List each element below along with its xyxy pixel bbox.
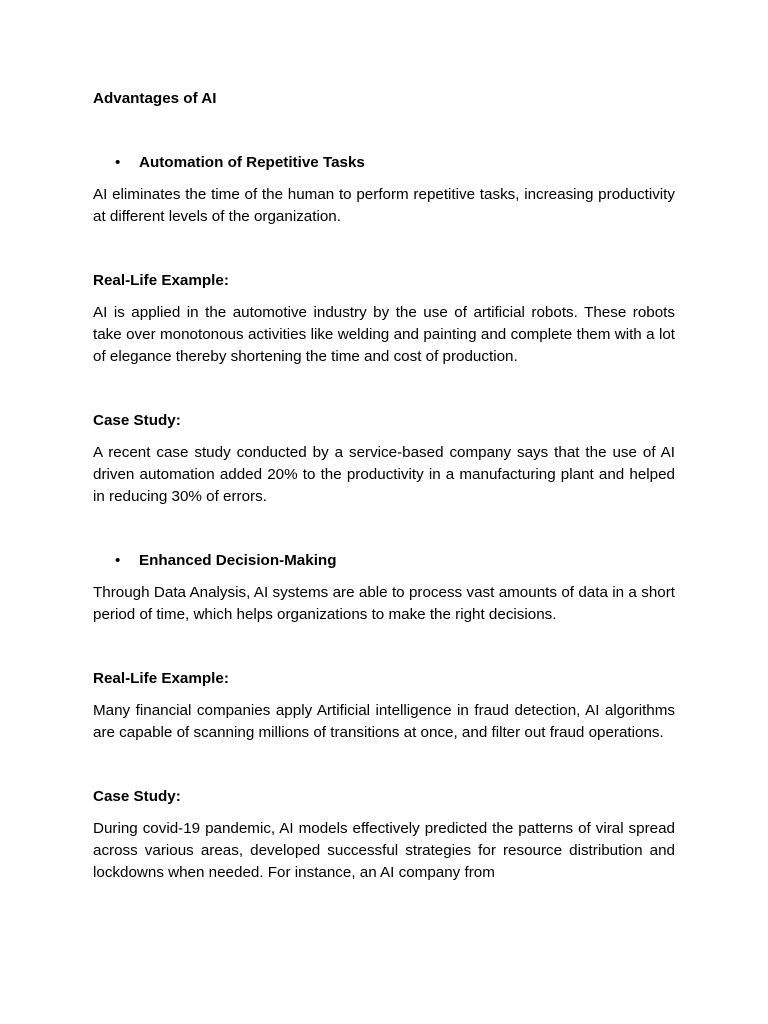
section-heading-automation xyxy=(93,152,675,174)
case-study-heading: Case Study: xyxy=(93,412,181,429)
section-heading-text: Automation of Repetitive Tasks xyxy=(139,154,365,171)
bullet-marker: • xyxy=(115,552,121,569)
document-body xyxy=(93,88,675,884)
real-life-example-paragraph: Many financial companies apply Artificial intelligence in fraud detection, AI algorithms are capable of scanning millions of transitions at once, and filter out fraud operations. xyxy=(93,702,675,741)
section-intro-paragraph: Through Data Analysis, AI systems are able to process vast amounts of data in a short period of time, which helps organizations to make the right decisions. xyxy=(93,584,675,623)
document-title: Advantages of AI xyxy=(93,90,217,107)
section-heading-text: Enhanced Decision-Making xyxy=(139,552,337,569)
case-study-paragraph: A recent case study conducted by a service-based company says that the use of AI driven automation added 20% to the productivity in a manufacturing plant and helped in reducing 30% of errors. xyxy=(93,444,675,505)
real-life-example-heading: Real-Life Example: xyxy=(93,272,229,289)
case-study-paragraph: During covid-19 pandemic, AI models effectively predicted the patterns of viral spread across various areas, developed successful strategies for resource distribution and lockdowns when needed. For instance, an AI company from xyxy=(93,820,675,881)
bullet-marker: • xyxy=(115,154,121,171)
real-life-example-paragraph: AI is applied in the automotive industry by the use of artificial robots. These robots take over monotonous activities like welding and painting and complete them with a lot of elegance thereby shortening the time and cost of production. xyxy=(93,304,675,365)
section-intro-paragraph: AI eliminates the time of the human to perform repetitive tasks, increasing productivity at different levels of the organization. xyxy=(93,186,675,225)
case-study-heading: Case Study: xyxy=(93,788,181,805)
section-heading-decision-making xyxy=(93,550,675,572)
real-life-example-heading: Real-Life Example: xyxy=(93,670,229,687)
